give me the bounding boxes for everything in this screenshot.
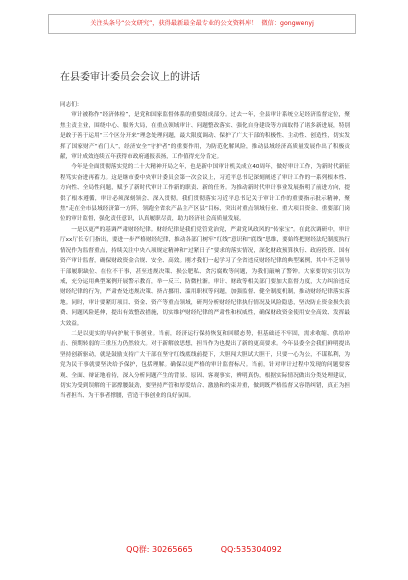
paragraph: 今年是全面贯彻落实党的二十大精神开局之年，也是新中国审计机关成立40周年，做好审计工作，为新时代新征程笃实奋进再蓄力。这是继市委中央审计委员会第一次会议上，习近平总书记深刻阐述了审计工作的一系列根本性、方向性、全局性问题，赋予了新时代审计工作新的职责、新的任务。为推动新时代审计事业发展指明了前进方向，提供了根本遵循，审计必须深刻领会、深入贯彻。我们贯彻落实习近平总书记关于审计工作的重要指示批示精神，聚焦“走在全市县域经济第一方阵，领跑全省农产品主产区县”目标，突出对重点领域行业、重大项目资金、重要部门岗位的审计监督，强化责任意识，认真履职尽责，助力经济社会高质量发展。 bbox=[60, 164, 350, 223]
paragraph: 审计被称作“经济体检”，是党和国家监督体系的重要组成部分。过去一年，全县审计系统立足经济监督定位，聚焦主责主业，围绕中心、服务大局，在重点领域审计、问题整改落实、强化自身建设等方面取得了诸多新进展，特别是敢于善于运用“三个区分开来”理念处理问题，最大限度调动、保护了广大干部的积极性、主动性、创造性，切实发挥了国家财产“看门人”，经济安全“守护者”的重要作用，为防范化解风险，推动县域经济高质量发展作出了积极贡献，审计成效连续五年获得市政府通报表扬，工作值得充分肯定。 bbox=[60, 112, 350, 161]
document-title: 在县委审计委员会会议上的讲话 bbox=[60, 72, 200, 83]
salutation: 同志们： bbox=[60, 102, 83, 108]
document-body bbox=[60, 100, 350, 402]
footer-qq-group: QQ群: 30265665 bbox=[126, 545, 193, 554]
banner-text: 关注头条号“公文研究”，获得最新最全最专业的公文资料库！ bbox=[90, 20, 258, 27]
promo-banner bbox=[48, 14, 356, 34]
footer-contact bbox=[0, 544, 408, 555]
banner-wechat: 微信：gongwenyj bbox=[261, 20, 314, 27]
paragraph: 二是以更实的导向护航干事创业。当前，经济运行保持恢复和回暖态势，但基础还不牢固，需求收缩、供给冲击、预期转弱的三重压力仍然较大。对于新解放思想，担当作为也提出了新的更高要求。今年县委全会我们鲜明提出坚持创新驱动，就是鼓励支持广大干部在坚守红线底线前提下，大胆闯大胆试大胆干，只要一心为公，不谋私利，为党为民干事就要坚决给予保护，包括理解。确保以更严格的审计监督标尺。当前，针对审计过程中发现的问题要客观、全面、辩证地看待，深入分析问题产生的背景、原因、客观事实，辨明真伪，根据实际情况做出分类处理建议，切实为受到误解的干部撑腰鼓劲，要坚持严管和厚爱结合、激励和约束并重，做到既严格监督又容错纠错，真正为担当者担当、为干事者撑腰，营造干事创业的良好氛围。 bbox=[60, 330, 350, 400]
footer-qq: QQ:535304092 bbox=[220, 545, 282, 554]
paragraph: 一是以更严的基调严肃财经纪律。财经纪律是我们党管党治党，严肃党风政风的“传家宝”。在此次调研中，审计厅xx厅长专门指出，要进一步严格财经纪律，推动各部门树牢“红线”意识和“底线”思维，要始终把财经法纪制度执行情况作为监督重点，持续关注中央八项规定精神和“过紧日子”要求的落实情况，深化财政预算执行、政府投资、国有资产审计监督，确保财政资金合规、安全、高效。刚才我们一起学习了全省违反财经纪律的典型案例，其中不乏领导干部履职缺位、在位不干事，甚至违规决策、损公肥私、贪污腐败等问题，为我们敲响了警钟。大家要切实引以为戒，充分运用典型案例开展警示教育，举一反三、防微杜渐。审计、财政等相关部门要加大监督力度，大力纠治违反财经纪律的行为，严肃查处违规决策、挤占挪用、滥用职权等问题，加强监督、健全制度机制，推动财经纪律落实落地。同时，审计要紧盯项目、资金、资产等重点领域，研判分析财经纪律执行情况及风险隐患，坚决防止资金损失浪费、问题风险延伸，提出有效整改措施，切实维护财经纪律的严肃性和权威性，确保财政资金使用安全高效、发挥最大效益。 bbox=[60, 226, 350, 327]
